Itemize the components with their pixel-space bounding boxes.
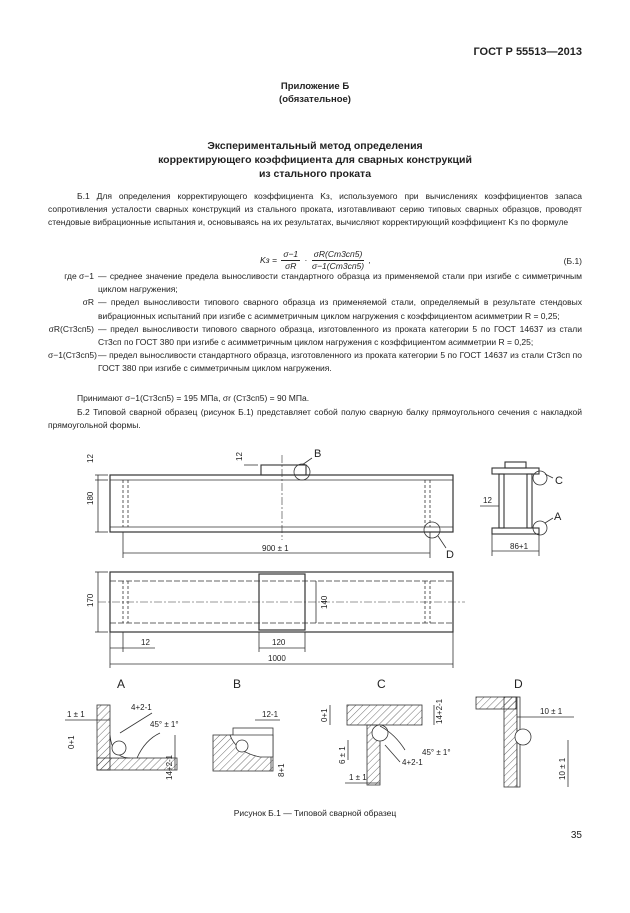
dim-120: 120 bbox=[272, 638, 286, 647]
dim-140: 140 bbox=[320, 595, 329, 609]
formula-end: , bbox=[368, 254, 372, 265]
appendix-status: (обязательное) bbox=[279, 94, 351, 105]
appendix-title: Приложение Б bbox=[280, 81, 350, 92]
detail-D-dim-1: 10 ± 1 bbox=[540, 707, 563, 716]
detail-C-dim-2: 14+2-1 bbox=[435, 698, 444, 724]
detail-A-dim-3: 45° ± 1° bbox=[150, 720, 179, 729]
detail-C-dim-3: 45° ± 1° bbox=[422, 748, 451, 757]
formula-number: (Б.1) bbox=[563, 256, 582, 266]
detail-A-dim-4: 0+1 bbox=[67, 735, 76, 749]
dim-1000: 1000 bbox=[268, 654, 286, 663]
detail-C-dim-4: 6 ± 1 bbox=[338, 746, 347, 764]
detail-A-dim-1: 1 ± 1 bbox=[67, 710, 85, 719]
detail-B bbox=[213, 677, 286, 777]
definition-text: — предел выносливости стандартного образца, изготовленного из проката категории 5 по ГОСТ 14637 из стали Ст3сп по ГОСТ 380 при изгибе с симметричным циклом нагружения. bbox=[98, 350, 582, 374]
figure-caption: Рисунок Б.1 — Типовой сварной образец bbox=[233, 808, 397, 818]
title-line-1: Экспериментальный метод определения bbox=[207, 140, 423, 152]
definition-symbol: где σ−1 bbox=[64, 271, 94, 281]
standard-header: ГОСТ Р 55513—2013 bbox=[473, 46, 582, 58]
definition-text: — предел выносливости типового сварного образца, изготовленного из проката категории 5 по ГОСТ 14637 из стали Ст3сп по ГОСТ 380 при изгибе с асимметричным циклом нагружения с коэффициентом асимметрии R = 0,25; bbox=[98, 323, 582, 348]
paragraph-b1: Б.1 Для определения корректирующего коэффициента Kз, используемого при вычислениях коэффициентов запаса сопротивления усталости сварных конструкций из стального проката, изготавливают серию типовых сварных образцов, проводят стендовые вибрационные испытания и, основываясь на их результатах, вычисляют корректирующий коэффициент Kз по формуле bbox=[48, 191, 582, 228]
callout-B: B bbox=[314, 448, 322, 460]
dim-12-top: 12 bbox=[86, 454, 95, 463]
section-view bbox=[480, 462, 563, 556]
dim-900: 900 ± 1 bbox=[262, 544, 289, 553]
title-line-2: корректирующего коэффициента для сварных конструкций bbox=[158, 154, 472, 166]
paragraph-b2: Б.2 Типовой сварной образец (рисунок Б.1) представляет собой полую сварную балку прямоугольного сечения с накладкой прямоугольной формы. bbox=[48, 407, 582, 431]
callout-A: A bbox=[554, 511, 562, 523]
detail-B-dim-2: 8+1 bbox=[277, 763, 286, 777]
fraction-1-numerator: σ−1 bbox=[283, 249, 299, 259]
detail-D bbox=[476, 677, 574, 787]
detail-C-label: C bbox=[377, 677, 386, 691]
dim-180: 180 bbox=[86, 491, 95, 505]
formula-lhs: Kз = bbox=[260, 254, 277, 265]
paragraph-accept: Принимают σ−1(Ст3сп5) = 195 МПа, σr (Ст3сп5) = 90 МПа. bbox=[77, 393, 310, 403]
detail-D-label: D bbox=[514, 677, 523, 691]
dim-12-plate: 12 bbox=[235, 452, 244, 461]
detail-A-dim-5: 14+2-1 bbox=[165, 754, 174, 780]
detail-C-dim-6: 1 ± 1 bbox=[349, 773, 367, 782]
detail-D-dim-2: 10 ± 1 bbox=[558, 757, 567, 780]
detail-C-dim-5: 4+2-1 bbox=[402, 758, 423, 767]
fraction-2-numerator: σR(Ст3сп5) bbox=[313, 249, 363, 259]
formula-dot: · bbox=[304, 254, 308, 265]
definition-symbol: σR(Ст3сп5) bbox=[48, 323, 94, 334]
page-number: 35 bbox=[570, 830, 582, 841]
fraction-1-denominator: σR bbox=[285, 261, 297, 271]
dim-86: 86+1 bbox=[510, 542, 529, 551]
dim-12-plan: 12 bbox=[141, 638, 150, 647]
detail-A-label: A bbox=[117, 677, 126, 691]
detail-A-dim-2: 4+2-1 bbox=[131, 703, 152, 712]
detail-A bbox=[65, 677, 179, 780]
detail-C bbox=[320, 677, 451, 785]
detail-B-label: B bbox=[233, 677, 242, 691]
elevation-view bbox=[86, 448, 454, 561]
dim-12-side: 12 bbox=[483, 496, 492, 505]
definition-text: — предел выносливости типового сварного образца из применяемой стали, определяемый в результате стендовых вибрационных испытаний при изгибе с асимметричным циклом нагружения с коэффициентом асимметрии R = 0,25; bbox=[98, 297, 582, 321]
definition-text: — среднее значение предела выносливости стандартного образца из применяемой стали при изгибе с симметричным циклом нагружения; bbox=[98, 271, 582, 295]
dim-170: 170 bbox=[86, 593, 95, 607]
detail-B-dim-1: 12-1 bbox=[262, 710, 279, 719]
title-line-3: из стального проката bbox=[258, 168, 372, 180]
callout-C: C bbox=[555, 475, 563, 487]
definition-symbol: σ−1(Ст3сп5) bbox=[48, 350, 97, 361]
callout-D: D bbox=[446, 549, 454, 561]
detail-C-dim-1: 0+1 bbox=[320, 708, 329, 722]
fraction-2-denominator: σ−1(Ст3сп5) bbox=[311, 261, 365, 271]
plan-view bbox=[86, 572, 465, 668]
definition-symbol: σR bbox=[82, 297, 94, 308]
